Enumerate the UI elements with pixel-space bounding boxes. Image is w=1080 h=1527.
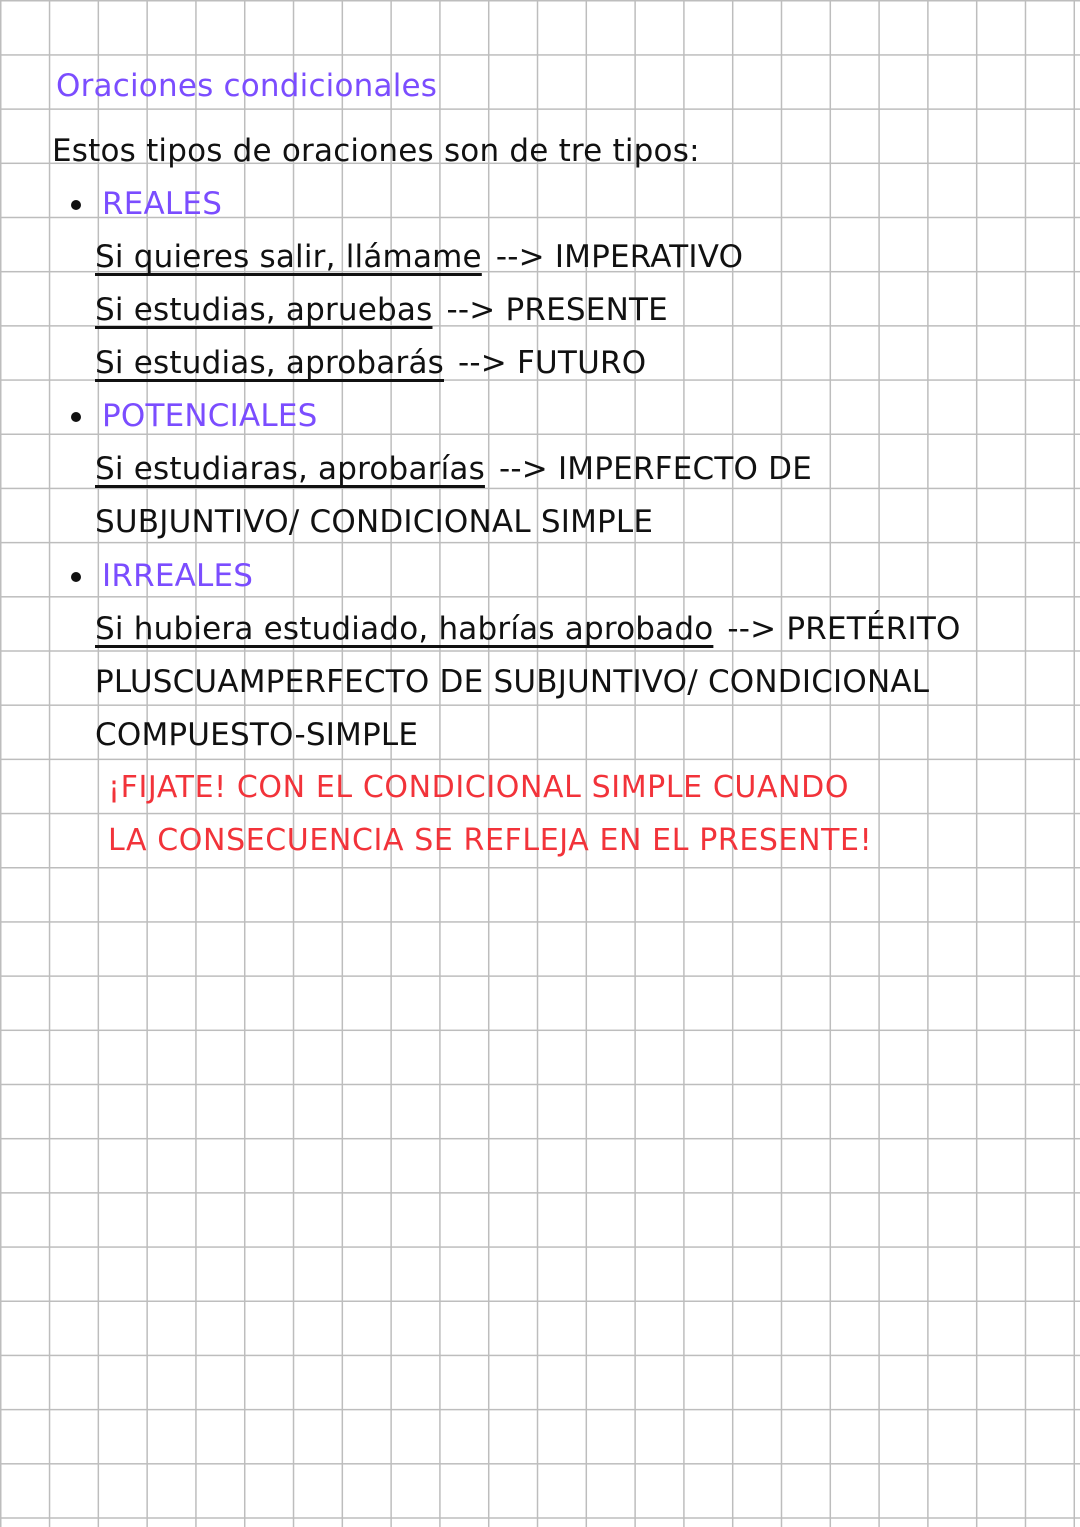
bullet-icon <box>71 412 81 422</box>
example-reales-1 <box>95 237 743 277</box>
tense-continuation: COMPUESTO-SIMPLE <box>95 717 419 753</box>
arrow: --> <box>458 345 507 381</box>
tense-continuation: SUBJUNTIVO/ CONDICIONAL SIMPLE <box>95 504 654 540</box>
intro-text: Estos tipos de oraciones son de tre tipos: <box>52 133 700 169</box>
section-heading-reales: REALES <box>102 186 223 222</box>
example-irreales-1 <box>95 609 961 649</box>
example-sentence: Si hubiera estudiado, habrías aprobado <box>95 611 714 647</box>
arrow: --> <box>727 611 777 647</box>
example-sentence: Si estudias, apruebas <box>95 292 433 328</box>
example-sentence: Si quieres salir, llámame <box>95 239 482 275</box>
tense-continuation: PLUSCUAMPERFECTO DE SUBJUNTIVO/ CONDICIONAL <box>95 664 930 700</box>
example-reales-3 <box>95 343 646 383</box>
bullet-icon <box>71 200 81 210</box>
tense-label: IMPERFECTO DE <box>557 451 812 487</box>
example-sentence: Si estudias, aprobarás <box>95 345 444 381</box>
section-heading-potenciales: POTENCIALES <box>102 398 318 434</box>
note-line-2: LA CONSECUENCIA SE REFLEJA EN EL PRESENTE! <box>108 823 873 858</box>
example-potenciales-1 <box>95 449 812 489</box>
example-reales-2 <box>95 290 668 330</box>
tense-label: PRETÉRITO <box>786 611 961 647</box>
bullet-icon <box>71 572 81 582</box>
arrow: --> <box>495 239 545 275</box>
section-heading-irreales: IRREALES <box>102 558 254 594</box>
arrow: --> <box>498 451 548 487</box>
example-sentence: Si estudiaras, aprobarías <box>95 451 485 487</box>
tense-label: IMPERATIVO <box>554 239 744 275</box>
note-line-1: ¡FIJATE! CON EL CONDICIONAL SIMPLE CUANDO <box>108 770 850 805</box>
tense-label: FUTURO <box>517 345 647 381</box>
page-title: Oraciones condicionales <box>56 68 438 104</box>
arrow: --> <box>446 292 496 328</box>
tense-label: PRESENTE <box>505 292 668 328</box>
